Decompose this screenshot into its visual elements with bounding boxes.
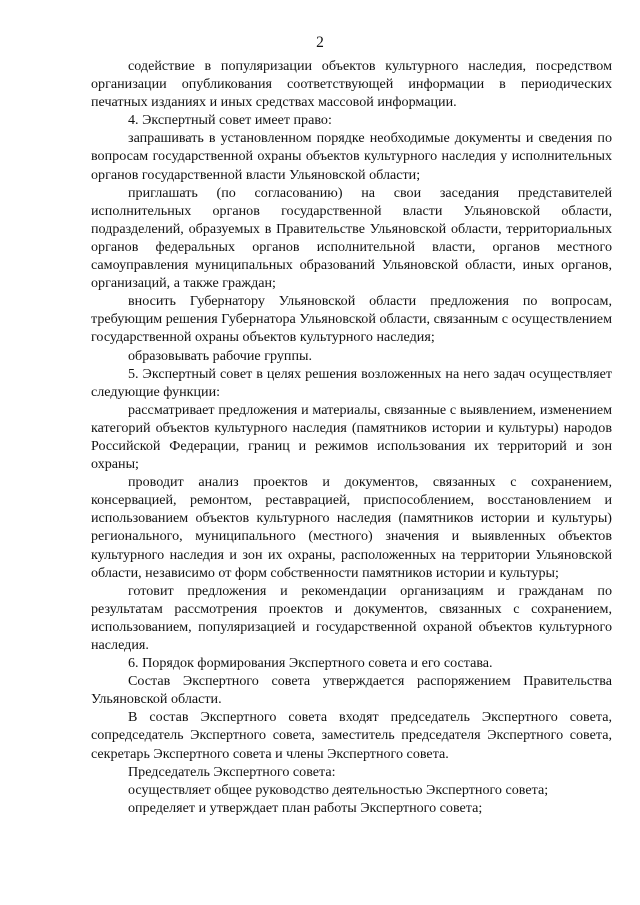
paragraph: рассматривает предложения и материалы, связанные с выявлением, изменением категорий объектов культурного наследия (памятников истории и культуры) народов Российской Федерации, границ и режимов использования их территорий и зон охраны;	[91, 401, 612, 473]
document-body	[91, 57, 612, 817]
paragraph: 4. Экспертный совет имеет право:	[128, 112, 332, 129]
paragraph: проводит анализ проектов и документов, связанных с сохранением, консервацией, ремонтом, реставрацией, приспособлением, восстановлением и использованием объектов культурного наследия (памятников истории и культуры) регионального, муниципального (местного) значения и выявленных объектов культурного наследия и зон их охраны, расположенных на территории Ульяновской области, независимо от форм собственности памятников истории и культуры;	[91, 474, 612, 581]
paragraph: В состав Экспертного совета входят председатель Экспертного совета, сопредседатель Экспертного совета, заместитель председателя Экспертного совета, секретарь Экспертного совета и члены Экспертного совета.	[91, 709, 612, 762]
paragraph: приглашать (по согласованию) на свои заседания представителей исполнительных органов государственной власти Ульяновской области, подразделений, образуемых в Правительстве Ульяновской области, территориальных органов федеральных органов исполнительной власти, органов местного самоуправления муниципальных образований Ульяновской области, иных органов, организаций, а также граждан;	[91, 184, 612, 292]
page-number: 2	[316, 34, 324, 51]
paragraph: готовит предложения и рекомендации организациям и гражданам по результатам рассмотрения проектов и документов, связанных с сохранением, использованием, популяризацией и государственной охраной объектов культурного наследия.	[91, 582, 612, 653]
paragraph: 5. Экспертный совет в целях решения возложенных на него задач осуществляет следующие функции:	[91, 365, 612, 400]
paragraph: Состав Экспертного совета утверждается распоряжением Правительства Ульяновской области.	[91, 673, 612, 708]
paragraph: содействие в популяризации объектов культурного наследия, посредством организации опубликования соответствующей информации в периодических печатных изданиях и иных средствах массовой информации.	[91, 58, 612, 111]
paragraph: образовывать рабочие группы.	[128, 347, 312, 364]
paragraph: вносить Губернатору Ульяновской области предложения по вопросам, требующим решения Губернатора Ульяновской области, связанным с осуществлением государственной охраны объектов культурного наследия;	[91, 293, 612, 346]
paragraph: осуществляет общее руководство деятельностью Экспертного совета;	[128, 781, 549, 798]
paragraph: определяет и утверждает план работы Экспертного совета;	[128, 799, 483, 816]
paragraph: запрашивать в установленном порядке необходимые документы и сведения по вопросам государственной охраны объектов культурного наследия у исполнительных органов государственной власти Ульяновской области;	[91, 130, 612, 183]
paragraph: Председатель Экспертного совета:	[128, 763, 336, 780]
paragraph: 6. Порядок формирования Экспертного совета и его состава.	[128, 655, 493, 672]
